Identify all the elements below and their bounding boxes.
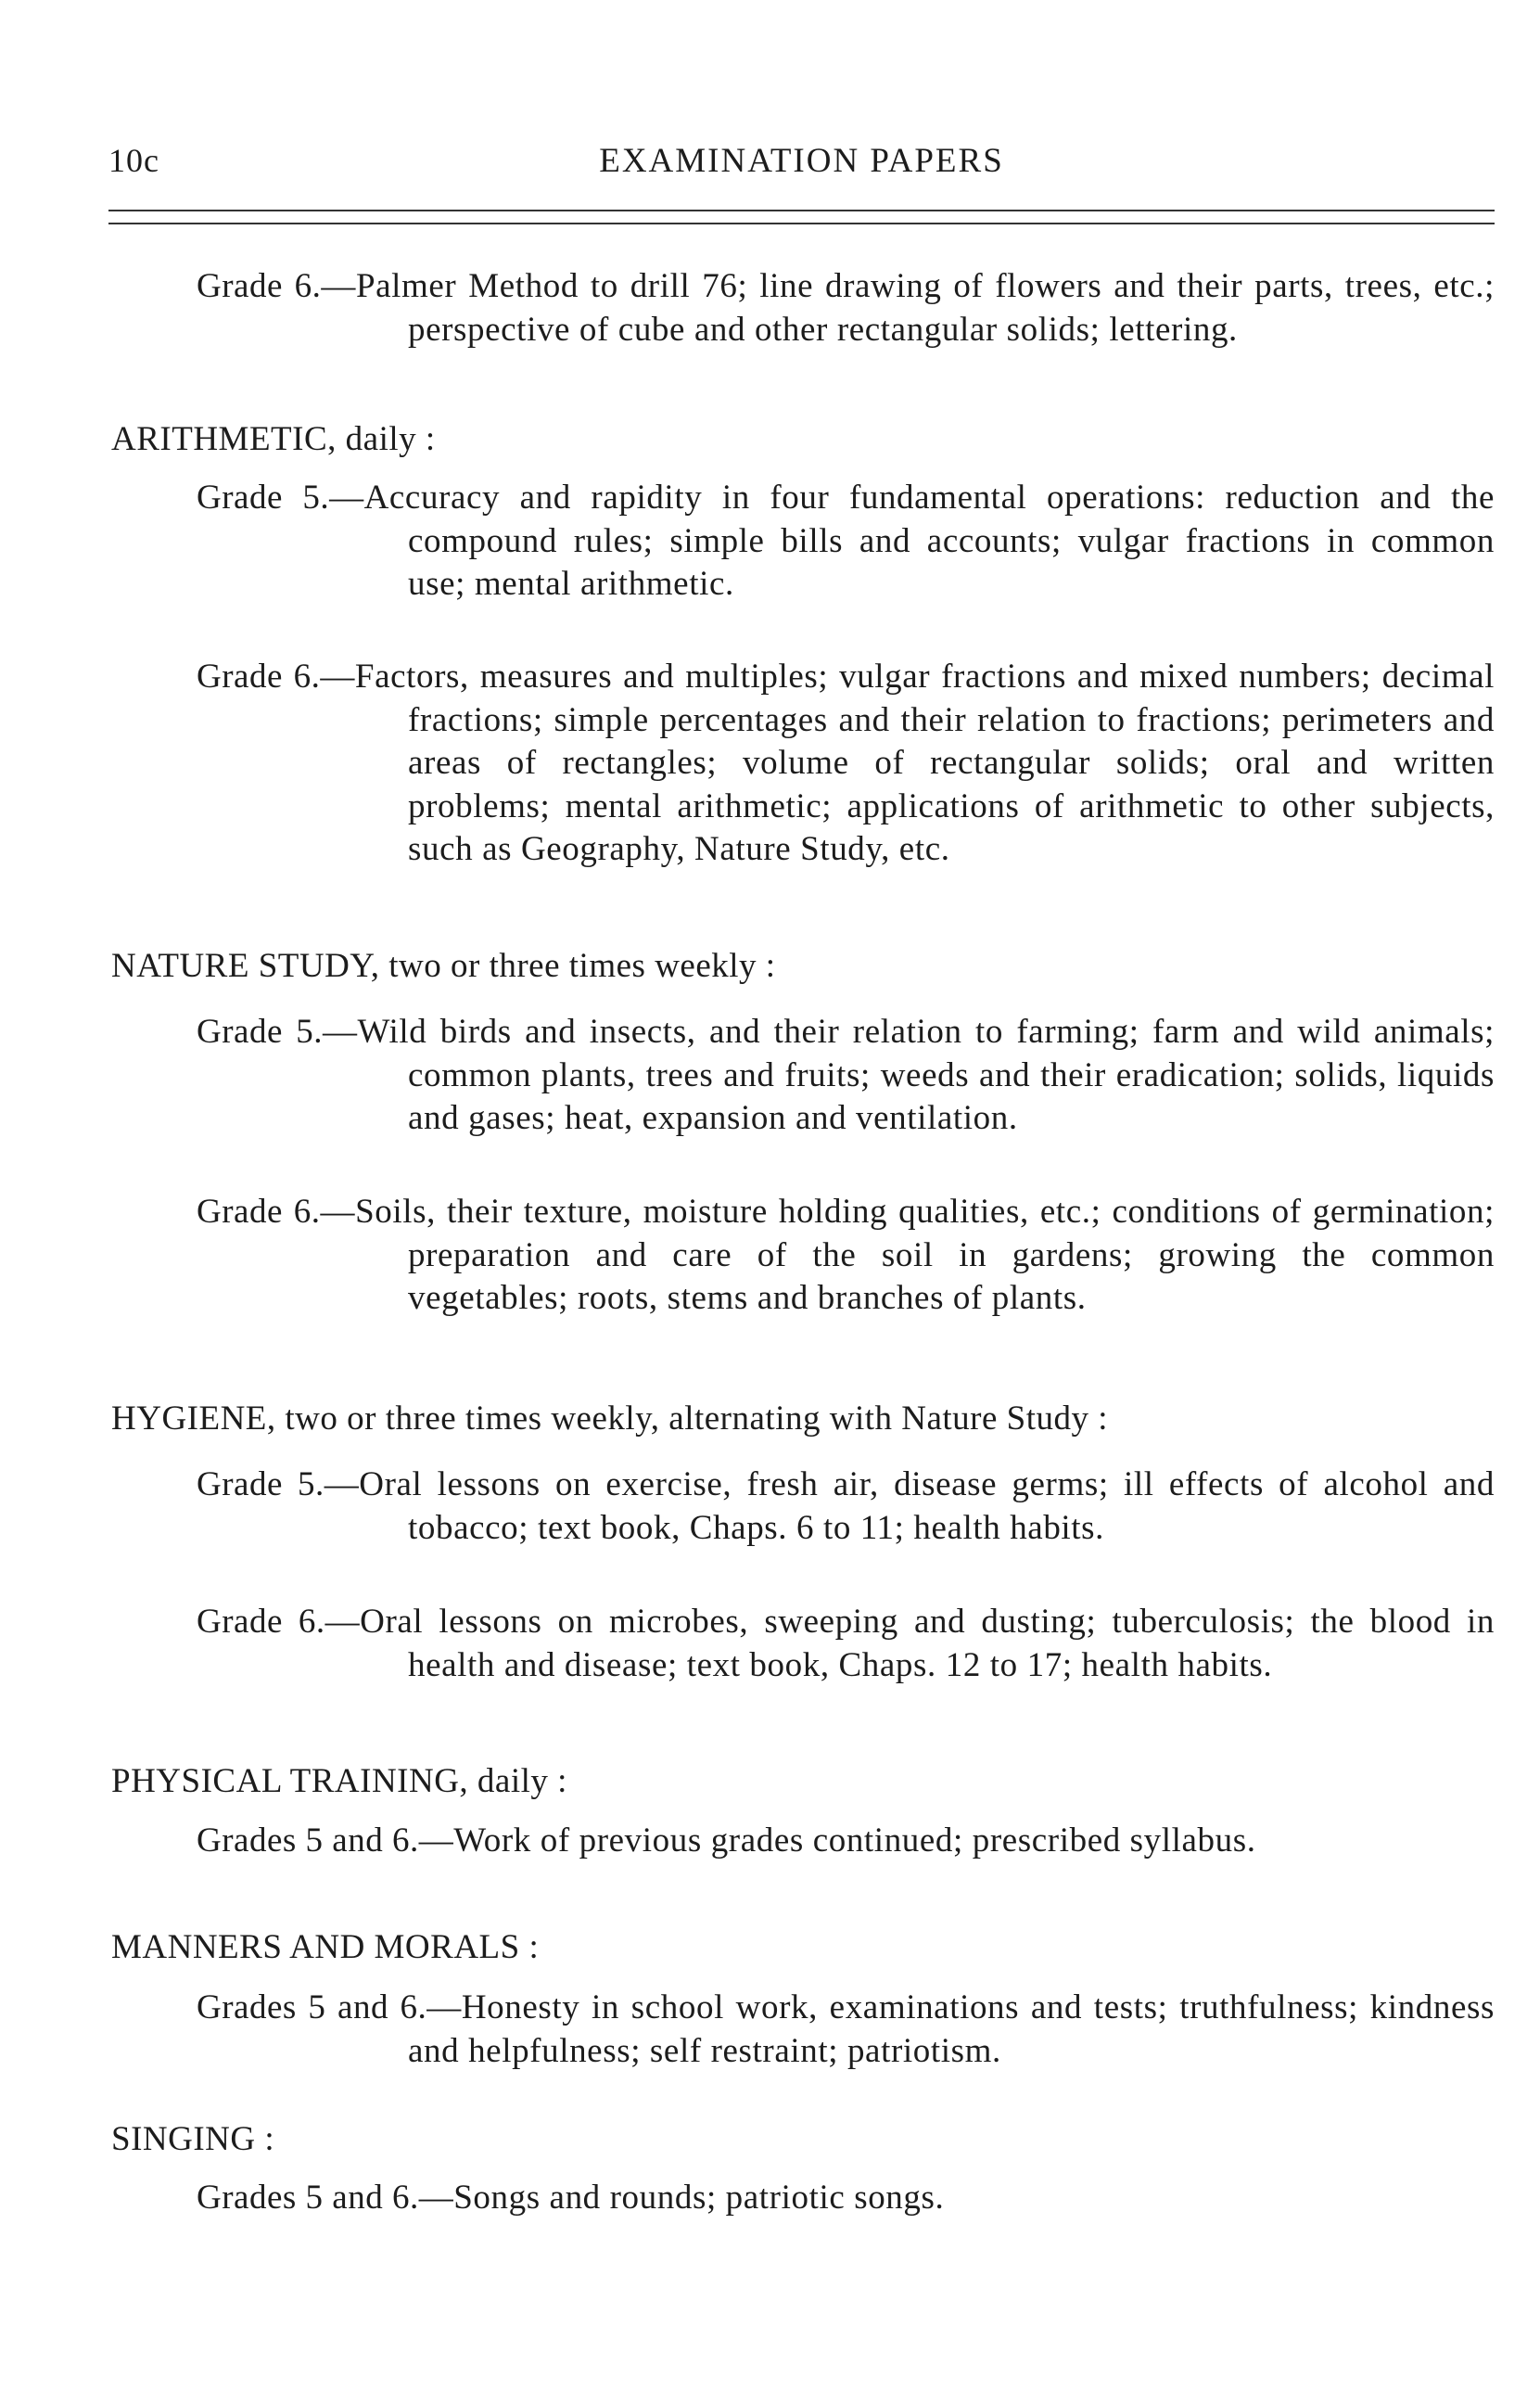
entry-lead: Grade 6.—	[197, 658, 355, 696]
entry-lead: Grades 5 and 6.—	[197, 1821, 454, 1860]
entry-nature-study-grade-6	[197, 1191, 1495, 1321]
entry-text: Honesty in school work, examinations and tests; truthfulness; kindness and helpfulness; self restraint; patriotism.	[408, 1988, 1495, 2070]
entry-lead: Grade 6.—	[197, 267, 356, 305]
page-number: 10c	[108, 142, 159, 179]
section-heading-hygiene: HYGIENE, two or three times weekly, alternating with Nature Study :	[111, 1400, 1109, 1438]
entry-text: Soils, their texture, moisture holding qualities, etc.; conditions of germination; preparation and care of the soil in gardens; growing the common vegetables; roots, stems and branches of plants.	[355, 1193, 1495, 1317]
entry-singing-grades-5-6	[197, 2177, 1495, 2220]
entry-text: Factors, measures and multiples; vulgar fractions and mixed numbers; decimal fractions; simple percentages and their relation to fractions; perimeters and areas of rectangles; volume of rectangular solids; oral and written problems; mental arithmetic; applications of arithmetic to other subjects, such as Geography, Nature Study, etc.	[354, 658, 1495, 868]
entry-hygiene-grade-6	[197, 1601, 1495, 1687]
entry-lead: Grade 6.—	[197, 1193, 356, 1231]
section-heading-singing: SINGING :	[111, 2120, 275, 2158]
section-heading-arithmetic: ARITHMETIC, daily :	[111, 420, 436, 458]
header-rule-bottom	[108, 223, 1495, 224]
entry-arithmetic-grade-5	[197, 477, 1495, 607]
entry-arithmetic-grade-6	[197, 656, 1495, 872]
entry-lead: Grade 5.—	[197, 1465, 360, 1503]
running-head: EXAMINATION PAPERS	[599, 142, 1004, 180]
section-heading-manners-and-morals: MANNERS AND MORALS :	[111, 1928, 540, 1966]
header-rule-top	[108, 210, 1495, 211]
entry-lead: Grade 5.—	[197, 479, 364, 517]
entry-text: Songs and rounds; patriotic songs.	[453, 2179, 945, 2217]
entry-text: Palmer Method to drill 76; line drawing of flowers and their parts, trees, etc.; perspective of cube and other rectangular solids; lettering.	[355, 267, 1495, 349]
entry-text: Accuracy and rapidity in four fundamental operations: reduction and the compound rules; simple bills and accounts; vulgar fractions in common use; mental arithmetic.	[363, 479, 1495, 603]
section-heading-nature-study: NATURE STUDY, two or three times weekly :	[111, 947, 776, 985]
page-header	[108, 141, 1495, 187]
section-heading-physical-training: PHYSICAL TRAINING, daily :	[111, 1762, 567, 1800]
entry-text: Wild birds and insects, and their relation to farming; farm and wild animals; common plants, trees and fruits; weeds and their eradication; solids, liquids and gases; heat, expansion and ventilation.	[357, 1013, 1495, 1137]
entry-drawing-grade-6	[197, 265, 1495, 352]
entry-lead: Grades 5 and 6.—	[197, 2179, 454, 2217]
entry-lead: Grades 5 and 6.—	[197, 1988, 462, 2026]
entry-hygiene-grade-5	[197, 1464, 1495, 1550]
entry-nature-study-grade-5	[197, 1011, 1495, 1141]
entry-text: Oral lessons on microbes, sweeping and dusting; tuberculosis; the blood in health and disease; text book, Chaps. 12 to 17; health habits.	[360, 1603, 1495, 1684]
entry-lead: Grade 5.—	[197, 1013, 358, 1051]
entry-physical-training-grades-5-6	[197, 1820, 1495, 1863]
entry-text: Work of previous grades continued; prescribed syllabus.	[453, 1821, 1256, 1860]
entry-manners-and-morals-grades-5-6	[197, 1987, 1495, 2073]
entry-text: Oral lessons on exercise, fresh air, disease germs; ill effects of alcohol and tobacco; text book, Chaps. 6 to 11; health habits.	[359, 1465, 1495, 1547]
entry-lead: Grade 6.—	[197, 1603, 361, 1641]
